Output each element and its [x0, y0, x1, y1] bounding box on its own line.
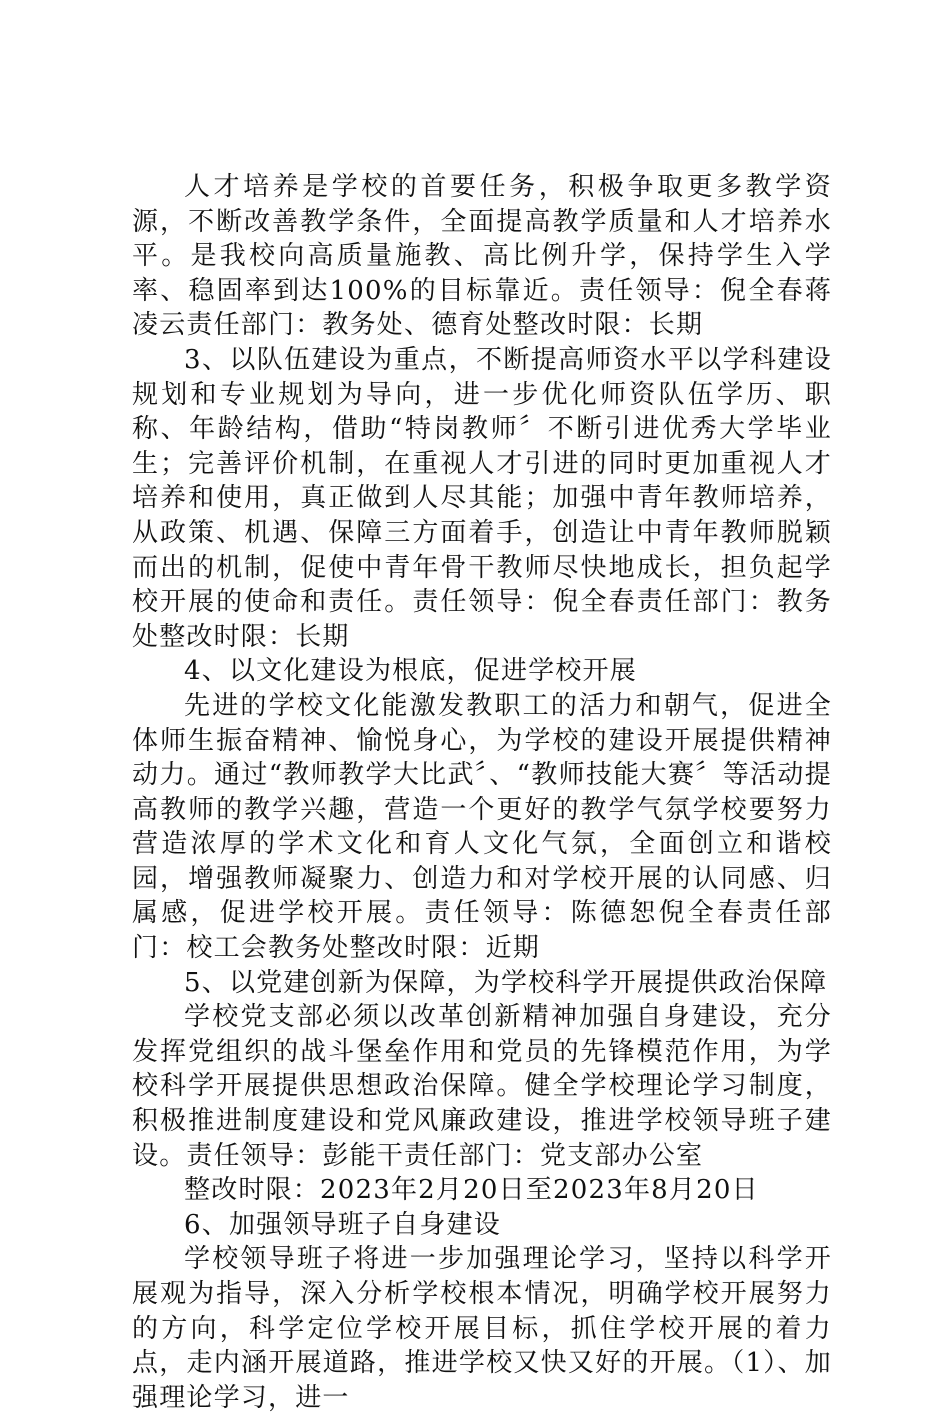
heading-culture-building: 4、以文化建设为根底，促进学校开展 — [184, 656, 637, 687]
paragraph-team-building: 3、以队伍建设为重点，不断提高师资水平以学科建设规划和专业规划为导向，进一步优化师资队伍学历、职称、年龄结构，借助“特岗教师〞不断引进优秀大学毕业生；完善评价机制，在重视人才引进的同时更加重视人才培养和使用，真正做到人尽其能；加强中青年教师培养，从政策、机遇、保障三方面着手，创造让中青年教师脱颖而出的机制，促使中青年骨干教师尽快地成长，担负起学校开展的使命和责任。责任领导：倪全春责任部门：教务处整改时限：长期 — [132, 344, 832, 652]
paragraph-talent-cultivation: 人才培养是学校的首要任务，积极争取更多教学资源，不断改善教学条件，全面提高教学质量和人才培养水平。是我校向高质量施教、高比例升学，保持学生入学率、稳固率到达100%的目标靠近。责任领导：倪全春蒋凌云责任部门：教务处、德育处整改时限：长期 — [132, 172, 832, 341]
paragraph-party-branch: 学校党支部必须以改革创新精神加强自身建设，充分发挥党组织的战斗堡垒作用和党员的先锋模范作用，为学校科学开展提供思想政治保障。健全学校理论学习制度，积极推进制度建设和党风廉政建设，推进学校领导班子建设。责任领导：彭能干责任部门：党支部办公室 — [132, 1002, 832, 1171]
paragraph-leadership-study: 学校领导班子将进一步加强理论学习，坚持以科学开展观为指导，深入分析学校根本情况，明确学校开展努力的方向，科学定位学校开展目标，抓住学校开展的着力点，走内涵开展道路，推进学校又快又好的开展。（1）、加强理论学习，进一 — [132, 1244, 832, 1413]
heading-party-building: 5、以党建创新为保障，为学校科学开展提供政治保障 — [184, 967, 828, 998]
paragraph-school-culture: 先进的学校文化能激发教职工的活力和朝气，促进全体师生振奋精神、愉悦身心，为学校的建设开展提供精神动力。通过“教师教学大比武〞、“教师技能大赛〞等活动提高教师的教学兴趣，营造一个更好的教学气氛学校要努力营造浓厚的学术文化和育人文化气氛，全面创立和谐校园，增强教师凝聚力、创造力和对学校开展的认同感、归属感，促进学校开展。责任领导：陈德恕倪全春责任部门：校工会教务处整改时限：近期 — [132, 690, 832, 964]
heading-leadership-building: 6、加强领导班子自身建设 — [184, 1209, 501, 1240]
paragraph-rectification-period: 整改时限：2023年2月20日至2023年8月20日 — [184, 1175, 759, 1206]
document-body — [132, 170, 832, 1415]
